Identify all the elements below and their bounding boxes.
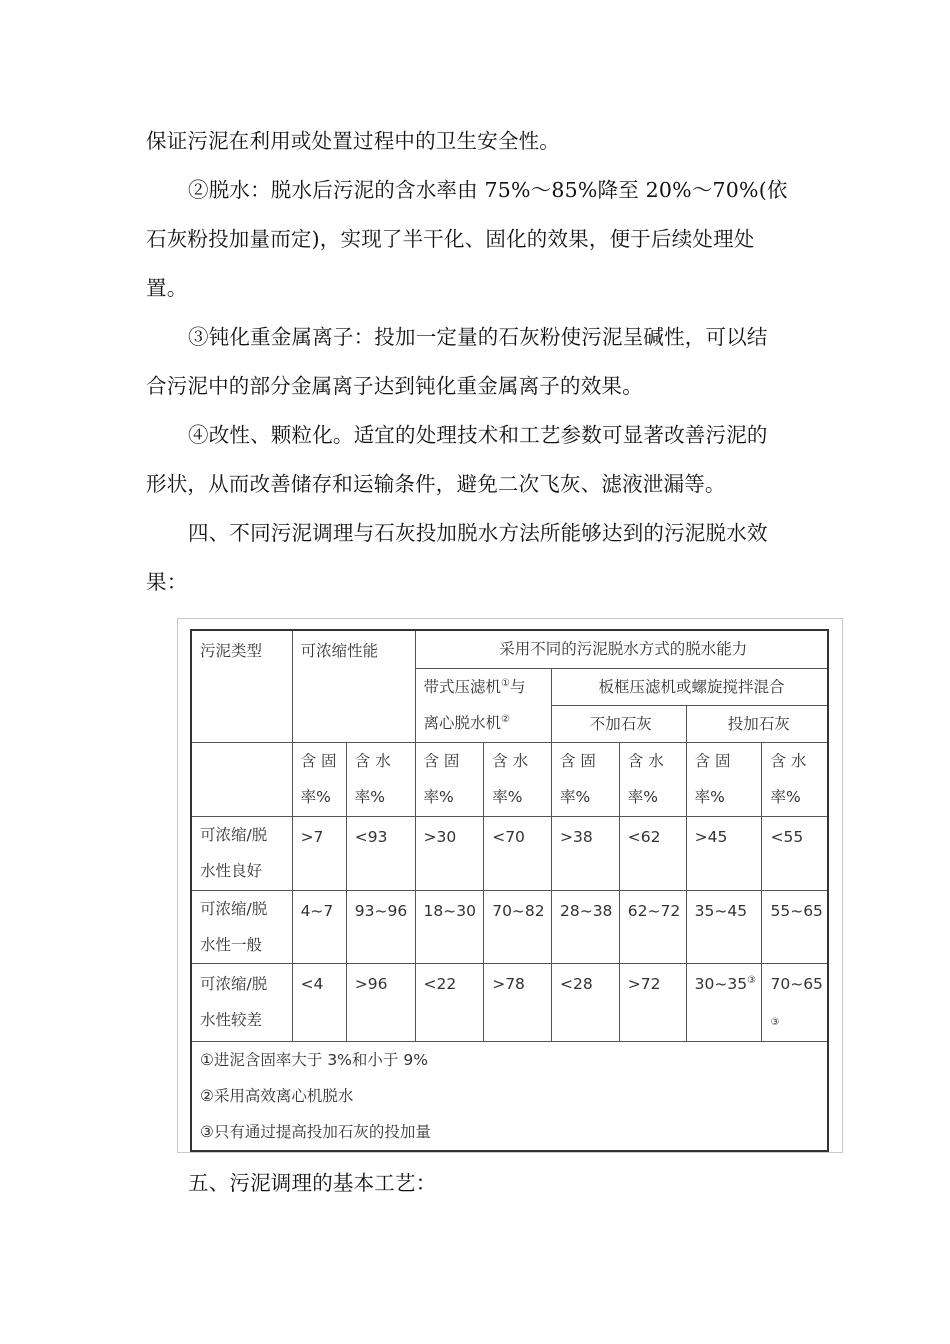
sludge-type-text: 水性良好	[200, 862, 263, 880]
sludge-type-text: 可浓缩/脱	[200, 975, 268, 993]
header-solid-text: 率%	[300, 788, 331, 806]
paragraph-line: ③钝化重金属离子：投加一定量的石灰粉使污泥呈碱性，可以结	[188, 325, 768, 349]
value-cell: 62~72	[619, 890, 686, 963]
header-solid-text: 含 固	[423, 752, 460, 770]
value-cell: <28	[551, 963, 619, 1041]
header-solid-text: 含 固	[300, 752, 337, 770]
footnote-mark: ①	[501, 677, 510, 689]
value-cell: 55~65	[762, 890, 828, 963]
section-heading: 四、不同污泥调理与石灰投加脱水方法所能够达到的污泥脱水效	[188, 521, 768, 545]
header-water-text: 率%	[492, 788, 523, 806]
table-note: ②采用高效离心机脱水	[200, 1086, 354, 1105]
header-no-lime: 不加石灰	[551, 705, 686, 742]
value-cell: 4~7	[292, 890, 346, 963]
header-plate-screw: 板框压滤机或螺旋搅拌混合	[551, 668, 828, 705]
footnote-mark: ③	[770, 1016, 780, 1028]
header-water-text: 含 水	[492, 752, 529, 770]
sludge-type-text: 水性较差	[200, 1011, 263, 1029]
header-solid-text: 率%	[694, 788, 725, 806]
section-heading: 果：	[146, 570, 188, 594]
header-water-text: 含 水	[770, 752, 807, 770]
value-cell: >7	[292, 816, 346, 890]
header-solid-rate	[292, 742, 346, 816]
value-cell: >78	[484, 963, 552, 1041]
header-water-text: 率%	[770, 788, 801, 806]
header-centrifuge-text: 离心脱水机	[423, 714, 502, 732]
value-cell	[686, 963, 762, 1041]
sludge-type-text: 水性一般	[200, 935, 263, 954]
header-solid-text: 含 固	[559, 752, 596, 770]
value-cell: <62	[619, 816, 686, 890]
value-cell: 35~45	[686, 890, 762, 963]
section-heading: 五、污泥调理的基本工艺：	[188, 1171, 437, 1195]
header-solid-rate	[686, 742, 762, 816]
paragraph-line: 保证污泥在利用或处置过程中的卫生安全性。	[146, 129, 560, 153]
dewatering-table	[190, 629, 829, 1152]
value-text: 70~65	[770, 974, 823, 993]
header-empty	[191, 742, 292, 816]
value-cell: >72	[619, 963, 686, 1041]
sludge-type-cell	[191, 890, 292, 963]
table-note: ③只有通过提高投加石灰的投加量	[200, 1122, 431, 1141]
value-cell: 93~96	[346, 890, 415, 963]
value-cell: <55	[762, 816, 828, 890]
sludge-type-text: 可浓缩/脱	[200, 899, 268, 918]
header-water-text: 率%	[354, 788, 386, 806]
value-cell	[762, 963, 828, 1041]
sludge-type-cell	[191, 963, 292, 1041]
header-belt-text: 与	[509, 678, 526, 696]
table-notes-row	[191, 1041, 828, 1151]
header-solid-rate	[551, 742, 619, 816]
header-sludge-type: 污泥类型	[191, 630, 292, 742]
header-water-text: 率%	[627, 788, 658, 806]
sludge-type-cell	[191, 816, 292, 890]
header-water-text: 含 水	[627, 752, 664, 770]
value-cell: <93	[346, 816, 415, 890]
table-row	[191, 816, 828, 890]
value-cell: 28~38	[551, 890, 619, 963]
header-water-rate	[346, 742, 415, 816]
paragraph-line: ②脱水：脱水后污泥的含水率由 75%～85%降至 20%～70%(依	[188, 178, 788, 202]
paragraph-line: ④改性、颗粒化。适宜的处理技术和工艺参数可显著改善污泥的	[188, 423, 768, 447]
value-cell: >30	[415, 816, 484, 890]
header-solid-text: 率%	[423, 788, 454, 806]
header-water-rate	[484, 742, 552, 816]
value-cell: 70~82	[484, 890, 552, 963]
table-notes	[191, 1041, 828, 1151]
header-with-lime: 投加石灰	[686, 705, 828, 742]
table-row	[191, 890, 828, 963]
header-water-rate	[619, 742, 686, 816]
value-cell: >38	[551, 816, 619, 890]
paragraph-line: 石灰粉投加量而定)，实现了半干化、固化的效果，便于后续处理处	[146, 227, 755, 251]
footnote-mark: ②	[501, 713, 510, 725]
header-water-text: 含 水	[354, 752, 391, 770]
paragraph-line: 置。	[146, 276, 188, 300]
header-water-rate	[762, 742, 828, 816]
value-cell: <22	[415, 963, 484, 1041]
value-cell: >45	[686, 816, 762, 890]
header-solid-text: 含 固	[694, 752, 731, 770]
paragraph-line: 形状，从而改善储存和运输条件，避免二次飞灰、滤液泄漏等。	[146, 472, 726, 496]
sludge-type-text: 可浓缩/脱	[200, 826, 268, 844]
table-row	[191, 963, 828, 1041]
value-cell: <70	[484, 816, 552, 890]
value-cell: 18~30	[415, 890, 484, 963]
value-cell: <4	[292, 963, 346, 1041]
value-text: 30~35	[694, 974, 748, 993]
header-belt-text: 带式压滤机	[423, 678, 502, 696]
value-cell: >96	[346, 963, 415, 1041]
paragraph-line: 合污泥中的部分金属离子达到钝化重金属离子的效果。	[146, 374, 643, 398]
header-solid-text: 率%	[559, 788, 591, 806]
header-thickening: 可浓缩性能	[292, 630, 415, 742]
header-solid-rate	[415, 742, 484, 816]
footnote-mark: ③	[747, 974, 757, 986]
header-dewatering-capacity: 采用不同的污泥脱水方式的脱水能力	[415, 630, 828, 668]
header-belt-centrifuge	[415, 668, 551, 742]
table-note: ①进泥含固率大于 3%和小于 9%	[200, 1050, 428, 1069]
